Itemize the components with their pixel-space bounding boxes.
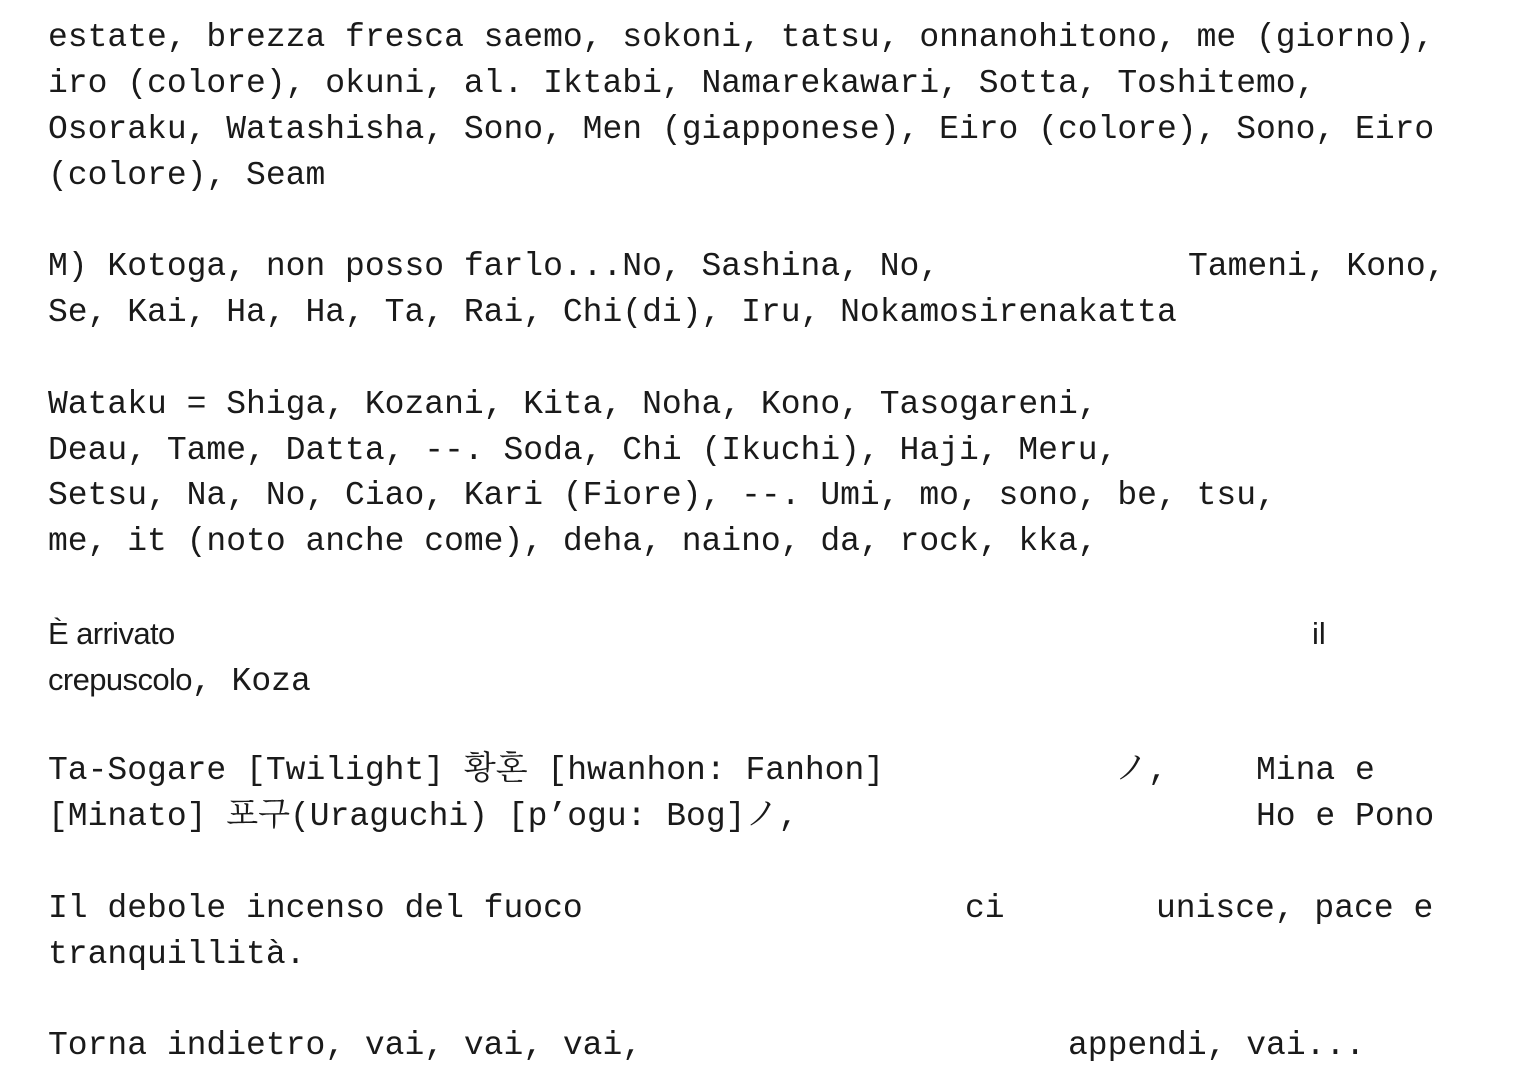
stanza-2-line-2: Se, Kai, Ha, Ha, Ta, Rai, Chi(di), Iru, Nokamosirenakatta	[48, 294, 1177, 331]
stanza-4-line-1-left: È arrivato	[48, 616, 175, 651]
stanza-4-line-2	[48, 657, 311, 703]
stanza-1-line-4: (colore), Seam	[48, 157, 326, 194]
stanza-6-line-1-left: Il debole incenso del fuoco	[48, 890, 583, 927]
stanza-1-line-1: estate, brezza fresca saemo, sokoni, tatsu, onnanohitono, me (giorno),	[48, 19, 1435, 56]
stanza-5-line-1-right: Mina e	[1256, 752, 1375, 789]
stanza-6-line-2: tranquillità.	[48, 936, 306, 973]
stanza-4-line-2-word: crepuscolo	[48, 662, 192, 697]
stanza-3-line-4: me, it (noto anche come), deha, naino, da, rock, kka,	[48, 523, 1098, 560]
stanza-2-line-1-right: Tameni, Kono,	[1188, 248, 1446, 285]
stanza-2-line-1-left: M) Kotoga, non posso farlo...No, Sashina, No,	[48, 248, 940, 285]
stanza-4-line-2-rest: , Koza	[191, 663, 311, 700]
stanza-4-line-1-right: il	[1312, 616, 1326, 651]
stanza-5-line-2-left: [Minato] 포구(Uraguchi) [p’ogu: Bog]ノ,	[48, 798, 799, 835]
stanza-5-line-2-right: Ho e Pono	[1256, 798, 1435, 835]
stanza-7-line-1-right: appendi, vai...	[1068, 1027, 1366, 1064]
stanza-5-line-1-mid: ノ,	[1115, 752, 1168, 789]
stanza-7-line-1-left: Torna indietro, vai, vai, vai,	[48, 1027, 643, 1064]
stanza-5-line-1-left: Ta-Sogare [Twilight] 황혼 [hwanhon: Fanhon]	[48, 752, 885, 789]
stanza-3-line-3: Setsu, Na, No, Ciao, Kari (Fiore), --. Umi, mo, sono, be, tsu,	[48, 477, 1276, 514]
stanza-1-line-2: iro (colore), okuni, al. Iktabi, Namarekawari, Sotta, Toshitemo,	[48, 65, 1316, 102]
stanza-1-line-3: Osoraku, Watashisha, Sono, Men (giapponese), Eiro (colore), Sono, Eiro	[48, 111, 1435, 148]
stanza-3-line-1: Wataku = Shiga, Kozani, Kita, Noha, Kono, Tasogareni,	[48, 386, 1098, 423]
stanza-6-line-1-right: unisce, pace e	[1156, 890, 1434, 927]
stanza-3-line-2: Deau, Tame, Datta, --. Soda, Chi (Ikuchi), Haji, Meru,	[48, 432, 1118, 469]
stanza-6-line-1-mid: ci	[965, 890, 1005, 927]
